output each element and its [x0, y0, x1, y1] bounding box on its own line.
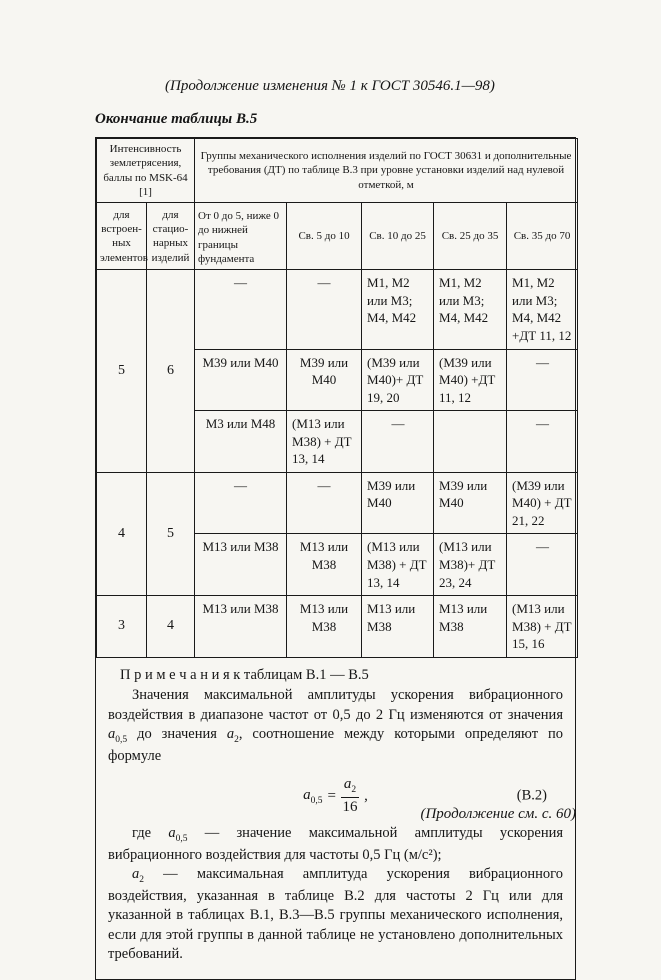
table-cell: М13 или М38 [434, 596, 507, 658]
table-cell: (М39 или М40) + ДТ 21, 22 [507, 472, 578, 534]
table-cell: — [507, 534, 578, 596]
header-groups: Группы механического исполнения изделий по ГОСТ 30631 и дополнительные требования (ДТ) по таблице В.3 при уровне установки изделий над нулевой отметкой, м [195, 139, 578, 203]
notes-paragraph-3: $a_2$ — максимальная амплитуда ускорения вибрационного воздействия, указанная в таблице В.2 для частоты 2 Гц или для указанной в таблицах В.1, В.3—В.5 группы механического исполнения, если для этой группы в данной таблице не установлено дополнительных требований. [108, 866, 563, 963]
header-intensity: Интенсивность землетрясения, баллы по MSK-64 [1] [97, 139, 195, 203]
fraction: $\frac{a_2}{16}$ [342, 776, 358, 815]
table-cell: М1, М2 или М3; М4, М42 [434, 270, 507, 349]
col-header-height-10-25: Св. 10 до 25 [362, 203, 434, 270]
var-a: a [168, 825, 176, 842]
intensity-embedded: 5 [97, 270, 147, 472]
var-a: a [132, 866, 140, 883]
table-cell [434, 411, 507, 473]
col-header-height-35-70: Св. 35 до 70 [507, 203, 578, 270]
table-cell: М39 или М40 [287, 349, 362, 411]
col-header-stationary: для стационарных изделий [147, 203, 195, 270]
table-cell: (М13 или М38) + ДТ 13, 14 [287, 411, 362, 473]
table-cell: — [362, 411, 434, 473]
table-cell: М1, М2 или М3; М4, М42 [362, 270, 434, 349]
table-b5 [96, 138, 578, 658]
col-header-height-25-35: Св. 25 до 35 [434, 203, 507, 270]
table-cell: М13 или М38 [362, 596, 434, 658]
table-cell: — [195, 270, 287, 349]
table-cell: — [287, 270, 362, 349]
intensity-stationary: 6 [147, 270, 195, 472]
var-a: a [226, 726, 235, 743]
table-cell: (М13 или М38) + ДТ 15, 16 [507, 596, 578, 658]
var-a: a [108, 726, 116, 743]
table-cell: (М39 или М40) +ДТ 11, 12 [434, 349, 507, 411]
page-header-note: (Продолжение изменения № 1 к ГОСТ 30546.1—98) [165, 78, 495, 94]
table-cell: — [507, 411, 578, 473]
table-cell: М1, М2 или М3; М4, М42 +ДТ 11, 12 [507, 270, 578, 349]
formula-lhs: $a_{0,5}$ [303, 786, 323, 806]
table-cell: М13 или М38 [287, 534, 362, 596]
intensity-stationary: 5 [147, 472, 195, 595]
notes-paragraph-2: где $a_{0,5}$ — значение максимальной амплитуды ускорения вибрационного воздействия для частоты 0,5 Гц (м/с²); [108, 825, 564, 863]
intensity-embedded: 3 [97, 596, 147, 658]
table-cell: М39 или М40 [362, 472, 434, 534]
intensity-embedded: 4 [97, 472, 147, 595]
notes-paragraph-1: Значения максимальной амплитуды ускорения вибрационного воздействия в диапазоне частот от 0,5 до 2 Гц изменяются от значения $a_{0,5}$ до значения $a_2$, соотношение между которыми определяют по формуле [108, 687, 563, 764]
table-cell: М39 или М40 [195, 349, 287, 411]
table-cell: М13 или М38 [195, 596, 287, 658]
table-cell: М13 или М38 [287, 596, 362, 658]
table-cell: М13 или М38 [195, 534, 287, 596]
page-footer-note: (Продолжение см. с. 60) [420, 806, 576, 822]
col-header-height-5-10: Св. 5 до 10 [287, 203, 362, 270]
table-cell: М3 или М48 [195, 411, 287, 473]
formula-comma: , [364, 788, 368, 805]
formula-number: (В.2) [516, 787, 547, 804]
notes-title: П р и м е ч а н и я к таблицам В.1 — В.5 [120, 666, 369, 683]
table-caption: Окончание таблицы В.5 [95, 111, 258, 127]
table-cell: (М39 или М40)+ ДТ 19, 20 [362, 349, 434, 411]
table-cell: М39 или М40 [434, 472, 507, 534]
table-cell: — [507, 349, 578, 411]
col-header-height-0-5: От 0 до 5, ниже 0 до нижней границы фундамента [195, 203, 287, 270]
table-b5-box [95, 137, 576, 980]
table-cell: (М13 или М38)+ ДТ 23, 24 [434, 534, 507, 596]
col-header-embedded: для встроенных элементов [97, 203, 147, 270]
table-cell: — [195, 472, 287, 534]
table-cell: — [287, 472, 362, 534]
table-cell: (М13 или М38) + ДТ 13, 14 [362, 534, 434, 596]
equals-sign: = [327, 788, 336, 805]
intensity-stationary: 4 [147, 596, 195, 658]
